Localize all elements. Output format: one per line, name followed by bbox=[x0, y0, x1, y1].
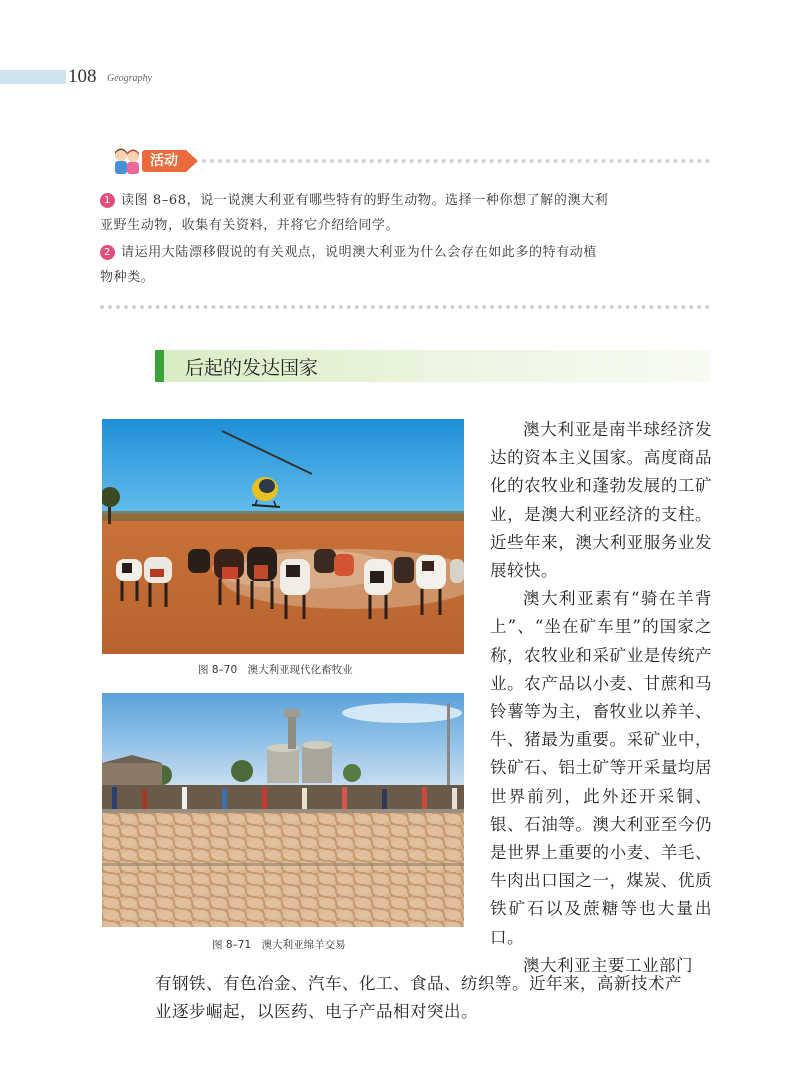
activity-top-divider bbox=[202, 159, 710, 163]
paragraph-2: 澳大利亚素有“骑在羊背上”、“坐在矿车里”的国家之称，农牧业和采矿业是传统产业。农产品以小麦、甘蔗和马铃薯等为主，畜牧业以养羊、牛、猪最为重要。采矿业中，铁矿石、铝土矿等开采量均居世界前列，此外还开采铜、银、石油等。澳大利亚至今仍是世界上重要的小麦、羊毛、牛肉出口国之一，煤炭、优质铁矿石以及蔗糖等也大量出口。 bbox=[490, 589, 712, 947]
activity-tag: 活动 bbox=[142, 150, 186, 172]
figure-8-71-caption: 图 8–71 澳大利亚绵羊交易 bbox=[212, 939, 346, 951]
paragraph-3-line-3: 业逐步崛起，以医药、电子产品相对突出。 bbox=[155, 1002, 478, 1021]
paragraph-1: 澳大利亚是南半球经济发达的资本主义国家。高度商品化的农牧业和蓬勃发展的工矿业，是澳大利亚经济的支柱。近些年来，澳大利亚服务业发展较快。 bbox=[490, 420, 712, 581]
activity-item-1-line-1 bbox=[100, 191, 710, 211]
activity-item-2-text: 请运用大陆漂移假说的有关观点，说明澳大利亚为什么会存在如此多的特有动植 bbox=[121, 245, 598, 260]
activity-item-2-line-1 bbox=[100, 243, 710, 263]
students-icon bbox=[110, 146, 144, 176]
item-number-2: 2 bbox=[100, 245, 115, 260]
activity-item-2-line-2: 物种类。 bbox=[100, 270, 155, 285]
activity-bottom-divider bbox=[100, 305, 710, 309]
paragraph-3-start: 澳大利亚主要工业部门 bbox=[523, 955, 693, 975]
header-color-bar bbox=[0, 70, 66, 84]
activity-item-1-text: 读图 8–68，说一说澳大利亚有哪些特有的野生动物。选择一种你想了解的澳大利 bbox=[121, 193, 609, 208]
section-heading-bar bbox=[155, 350, 164, 382]
running-title: Geography bbox=[107, 73, 152, 84]
activity-tag-arrow bbox=[186, 150, 198, 172]
paragraph-3-continuation bbox=[155, 970, 710, 1026]
activity-item-1-line-2: 亚野生动物，收集有关资料，并将它介绍给同学。 bbox=[100, 218, 400, 233]
photo-cattle-helicopter bbox=[102, 419, 464, 654]
photo-sheep-market bbox=[102, 693, 464, 927]
body-text-column bbox=[490, 416, 712, 980]
section-title: 后起的发达国家 bbox=[185, 357, 319, 379]
section-heading bbox=[155, 350, 710, 382]
paragraph-3-line-2: 有钢铁、有色冶金、汽车、化工、食品、纺织等。近年来，高新技术产 bbox=[155, 974, 682, 993]
figure-8-70-caption: 图 8–70 澳大利亚现代化畜牧业 bbox=[198, 664, 353, 676]
page-number: 108 bbox=[68, 66, 97, 87]
item-number-1: 1 bbox=[100, 193, 115, 208]
